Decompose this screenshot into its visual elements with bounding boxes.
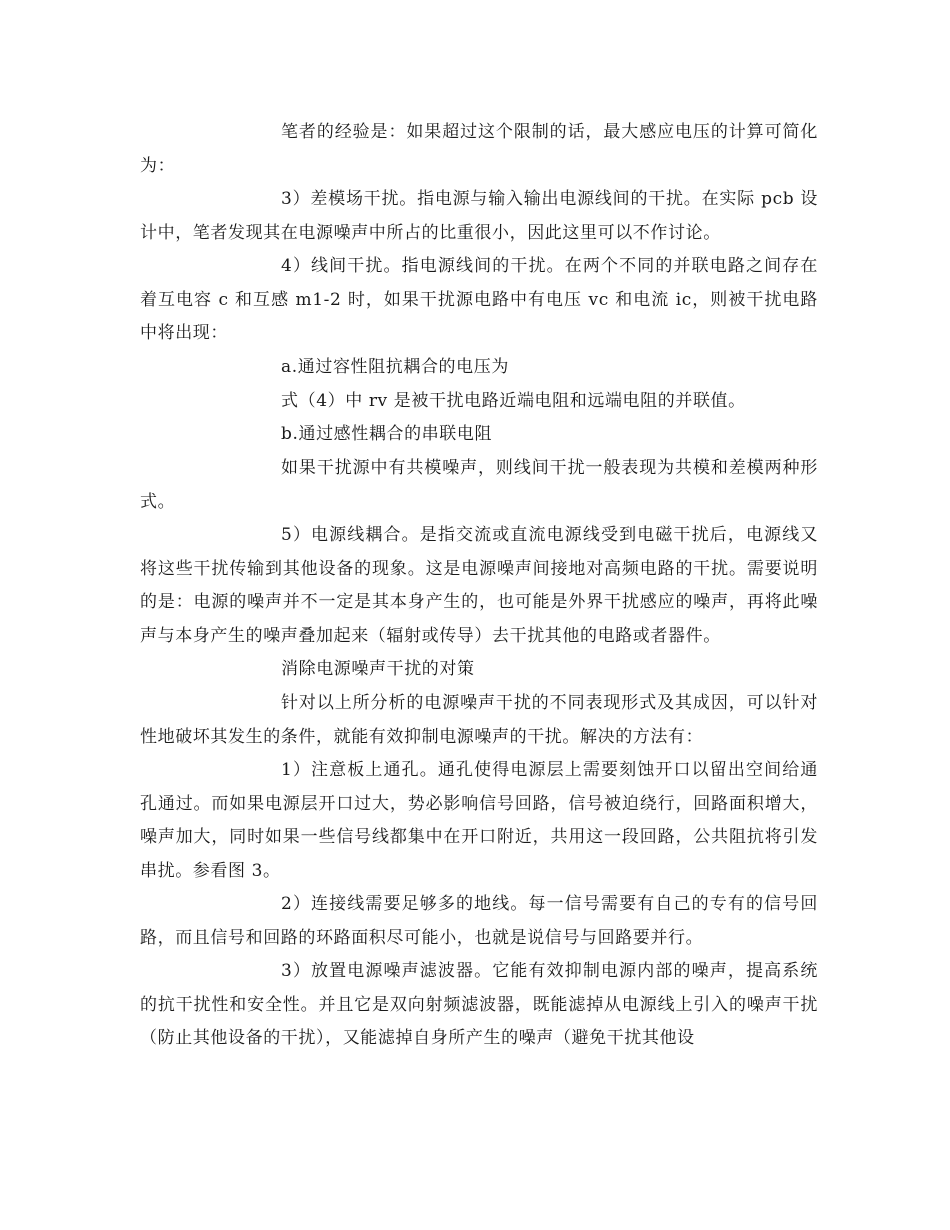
paragraph-line-interference: 4）线间干扰。指电源线间的干扰。在两个不同的并联电路之间存在着互电容 c 和互感 m1-2 时，如果干扰源电路中有电压 vc 和电流 ic，则被干扰电路中将出现：	[140, 256, 818, 343]
section-heading-countermeasures: 消除电源噪声干扰的对策	[281, 659, 475, 679]
paragraph-countermeasures-intro: 针对以上所分析的电源噪声干扰的不同表现形式及其成因，可以针对性地破坏其发生的条件，就能有效抑制电源噪声的干扰。解决的方法有：	[140, 693, 818, 747]
paragraph-noise-filter: 3）放置电源噪声滤波器。它能有效抑制电源内部的噪声，提高系统的抗干扰性和安全性。并且它是双向射频滤波器，既能滤掉从电源线上引入的噪声干扰（防止其他设备的干扰），又能滤掉自身所产生的噪声（避免干扰其他设	[140, 961, 818, 1048]
paragraph-ground-wires: 2）连接线需要足够多的地线。每一信号需要有自己的专有的信号回路，而且信号和回路的环路面积尽可能小，也就是说信号与回路要并行。	[140, 894, 818, 948]
paragraph-capacitive-coupling: a.通过容性阻抗耦合的电压为	[281, 357, 509, 377]
paragraph-vias: 1）注意板上通孔。通孔使得电源层上需要刻蚀开口以留出空间给通孔通过。而如果电源层开口过大，势必影响信号回路，信号被迫绕行，回路面积增大，噪声加大，同时如果一些信号线都集中在开口附近，共用这一段回路，公共阻抗将引发串扰。参看图 3。	[140, 760, 818, 881]
paragraph-power-line-coupling: 5）电源线耦合。是指交流或直流电源线受到电磁干扰后，电源线又将这些干扰传输到其他设备的现象。这是电源噪声间接地对高频电路的干扰。需要说明的是：电源的噪声并不一定是其本身产生的，也可能是外界干扰感应的噪声，再将此噪声与本身产生的噪声叠加起来（辐射或传导）去干扰其他的电路或者器件。	[140, 525, 818, 646]
paragraph-experience: 笔者的经验是：如果超过这个限制的话，最大感应电压的计算可简化为：	[140, 122, 818, 176]
paragraph-inductive-coupling: b.通过感性耦合的串联电阻	[281, 424, 493, 444]
paragraph-differential-mode: 3）差模场干扰。指电源与输入输出电源线间的干扰。在实际 pcb 设计中，笔者发现其在电源噪声中所占的比重很小，因此这里可以不作讨论。	[140, 189, 818, 243]
paragraph-formula-note: 式（4）中 rv 是被干扰电路近端电阻和远端电阻的并联值。	[281, 391, 746, 411]
paragraph-common-mode: 如果干扰源中有共模噪声，则线间干扰一般表现为共模和差模两种形式。	[140, 458, 818, 512]
